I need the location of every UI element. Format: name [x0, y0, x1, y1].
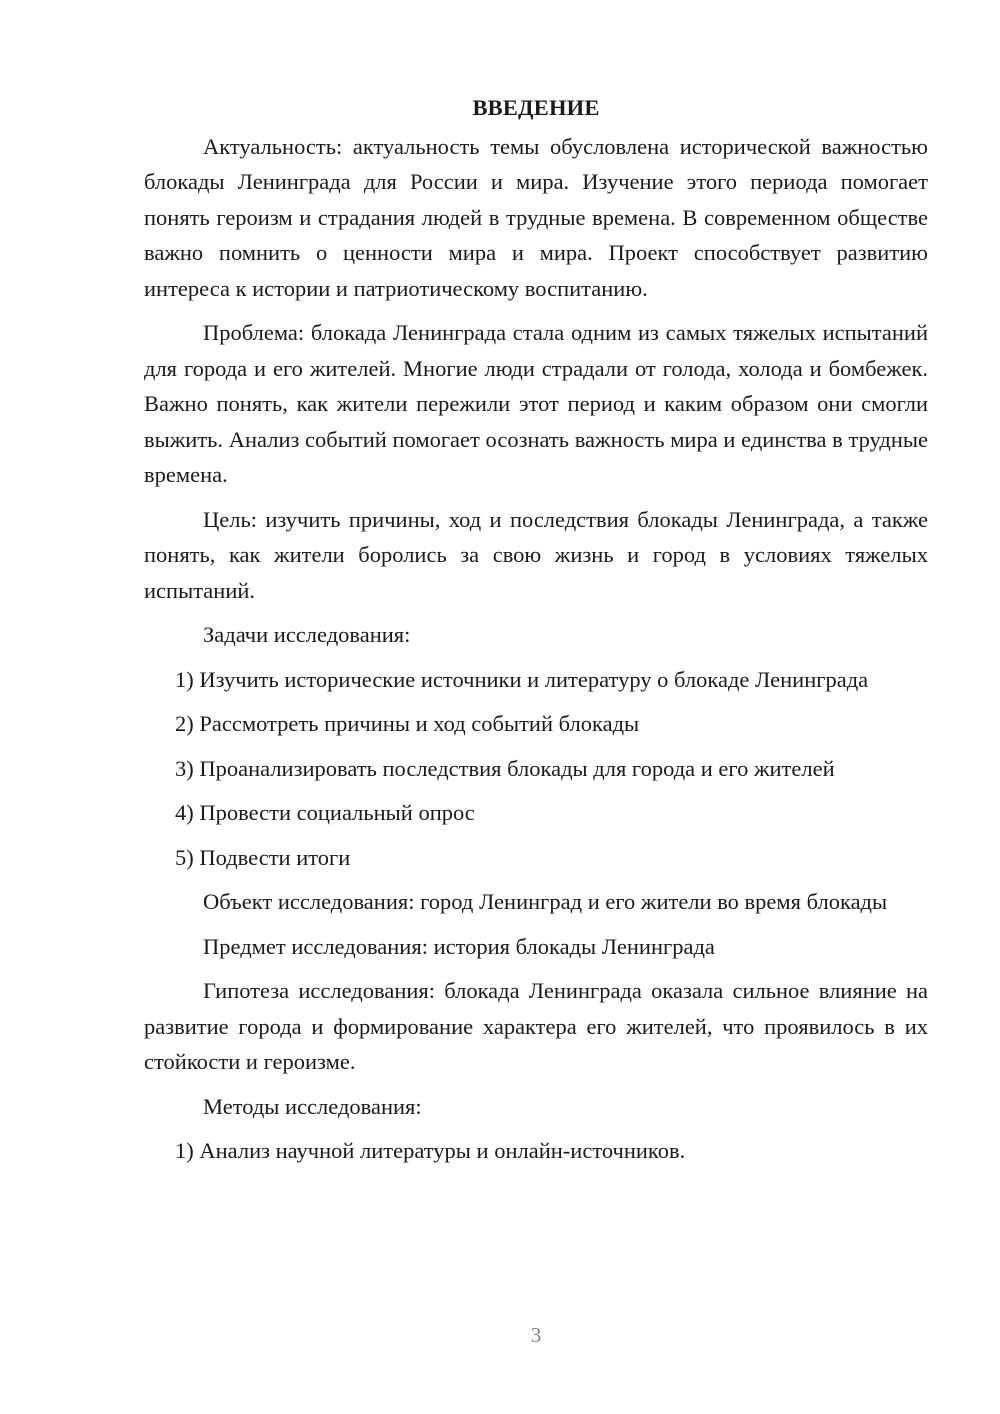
methods-title: Методы исследования:: [203, 1093, 422, 1119]
hypothesis-paragraph: Гипотеза исследования: блокада Ленинграда оказала сильное влияние на развитие города и формирование характера его жителей, что проявилось в их стойкости и героизме.: [144, 978, 928, 1074]
task-item-3: 3) Проанализировать последствия блокады для города и его жителей: [175, 755, 835, 781]
subject-paragraph: Предмет исследования: история блокады Ленинграда: [203, 933, 715, 959]
problem-paragraph: Проблема: блокада Ленинграда стала одним из самых тяжелых испытаний для города и его жителей. Многие люди страдали от голода, холода и бомбежек. Важно понять, как жители пережили этот период и каким образом они смогли выжить. Анализ событий помогает осознать важность мира и единства в трудные времена.: [144, 320, 928, 487]
page-content: [144, 90, 928, 1178]
task-item-1: 1) Изучить исторические источники и литературу о блокаде Ленинграда: [175, 666, 869, 692]
relevance-paragraph: Актуальность: актуальность темы обусловлена исторической важностью блокады Ленинграда для России и мира. Изучение этого периода помогает понять героизм и страдания людей в трудные времена. В современном обществе важно помнить о ценности мира и мира. Проект способствует развитию интереса к истории и патриотическому воспитанию.: [144, 133, 928, 301]
goal-paragraph: Цель: изучить причины, ход и последствия блокады Ленинграда, а также понять, как жители боролись за свою жизнь и город в условиях тяжелых испытаний.: [144, 506, 928, 603]
section-heading: ВВЕДЕНИЕ: [472, 95, 600, 120]
tasks-title: Задачи исследования:: [203, 622, 411, 647]
method-item-1: 1) Анализ научной литературы и онлайн-источников.: [175, 1138, 686, 1163]
page-number: 3: [530, 1323, 542, 1347]
task-item-5: 5) Подвести итоги: [175, 844, 351, 870]
object-paragraph: Объект исследования: город Ленинград и его жители во время блокады: [203, 889, 888, 914]
task-item-2: 2) Рассмотреть причины и ход событий блокады: [175, 711, 640, 736]
task-item-4: 4) Провести социальный опрос: [175, 800, 475, 825]
